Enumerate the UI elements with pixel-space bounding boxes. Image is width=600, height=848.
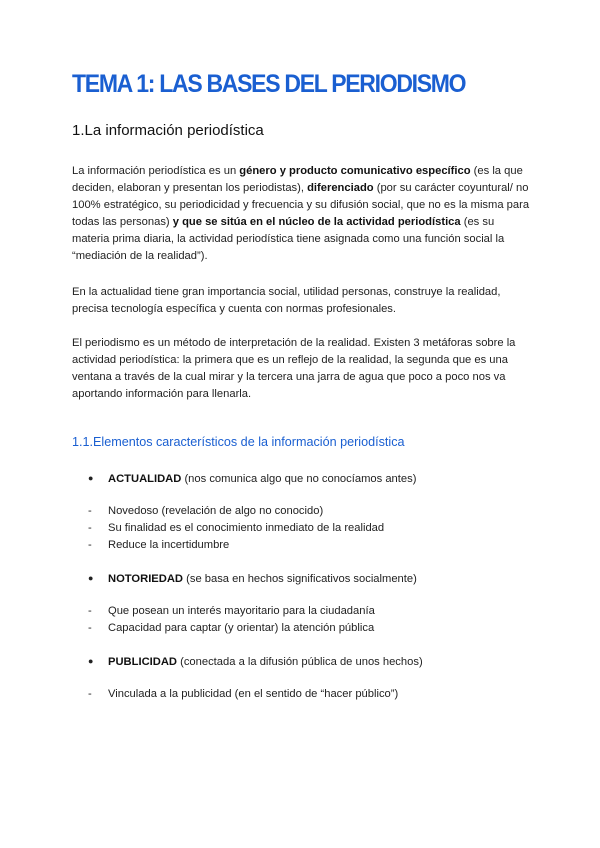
paragraph-intro bbox=[72, 163, 532, 265]
bullet-dot-icon: ● bbox=[88, 473, 94, 483]
bullet-publicidad bbox=[88, 653, 423, 671]
bullet-description: (conectada a la difusión pública de unos hechos) bbox=[177, 656, 423, 668]
list-item-text: Capacidad para captar (y orientar) la atención pública bbox=[108, 622, 375, 634]
dash-icon: - bbox=[88, 539, 92, 551]
dash-icon: - bbox=[88, 522, 92, 534]
text-run: (por su carácter coyuntural/ no 100% estratégico, su periodicidad y frecuencia y su difusión social, que no es la misma para todas las personas) bbox=[72, 182, 530, 228]
section-heading: 1.La información periodística bbox=[72, 122, 264, 139]
subsection-heading: 1.1.Elementos característicos de la información periodística bbox=[72, 435, 405, 449]
list-item bbox=[88, 537, 384, 554]
bullet-term: NOTORIEDAD bbox=[108, 573, 184, 585]
bold-run: diferenciado bbox=[307, 182, 374, 194]
list-item-text: Reduce la incertidumbre bbox=[108, 539, 230, 551]
list-item bbox=[88, 503, 384, 520]
bullet-dot-icon: ● bbox=[88, 573, 94, 583]
bold-run: y que se sitúa en el núcleo de la actividad periodística bbox=[172, 216, 461, 228]
bullet-term: PUBLICIDAD bbox=[108, 656, 177, 668]
bold-run: género y producto comunicativo específico bbox=[239, 165, 471, 177]
list-item-text: Su finalidad es el conocimiento inmediato de la realidad bbox=[108, 522, 385, 534]
dash-icon: - bbox=[88, 605, 92, 617]
bullet-description: (nos comunica algo que no conocíamos antes) bbox=[181, 473, 417, 485]
list-item-text: Que posean un interés mayoritario para la ciudadanía bbox=[108, 605, 375, 617]
dash-list-notoriedad bbox=[88, 603, 375, 637]
bullet-description: (se basa en hechos significativos socialmente) bbox=[183, 573, 417, 585]
list-item bbox=[88, 620, 375, 637]
list-item bbox=[88, 686, 398, 703]
bullet-actualidad bbox=[88, 470, 416, 488]
page-title: TEMA 1: LAS BASES DEL PERIODISMO bbox=[72, 70, 466, 98]
dash-list-actualidad bbox=[88, 503, 384, 554]
list-item-text: Vinculada a la publicidad (en el sentido de “hacer público”) bbox=[108, 688, 399, 700]
bullet-term: ACTUALIDAD bbox=[108, 473, 182, 485]
list-item bbox=[88, 603, 375, 620]
paragraph-metaphors: El periodismo es un método de interpretación de la realidad. Existen 3 metáforas sobre la actividad periodística: la primera que es un reflejo de la realidad, la segunda que es una ventana a través de la cual mirar y la tercera una jarra de agua que poco a poco nos va aportando información para llenarla. bbox=[72, 337, 516, 400]
dash-icon: - bbox=[88, 688, 92, 700]
paragraph-importance: En la actualidad tiene gran importancia social, utilidad personas, construye la realidad, precisa tecnología específica y cuenta con normas profesionales. bbox=[72, 286, 501, 315]
dash-icon: - bbox=[88, 505, 92, 517]
dash-list-publicidad bbox=[88, 686, 398, 703]
bullet-notoriedad bbox=[88, 570, 417, 588]
text-run: (es su materia prima diaria, la actividad periodística tiene asignada como una función social la “mediación de la realidad”). bbox=[72, 216, 505, 262]
text-run: La información periodística es un bbox=[72, 165, 240, 177]
dash-icon: - bbox=[88, 622, 92, 634]
bullet-dot-icon: ● bbox=[88, 656, 94, 666]
list-item-text: Novedoso (revelación de algo no conocido) bbox=[108, 505, 324, 517]
list-item bbox=[88, 520, 384, 537]
text-run: (es la que deciden, elaboran y presentan los periodistas), bbox=[72, 165, 523, 194]
